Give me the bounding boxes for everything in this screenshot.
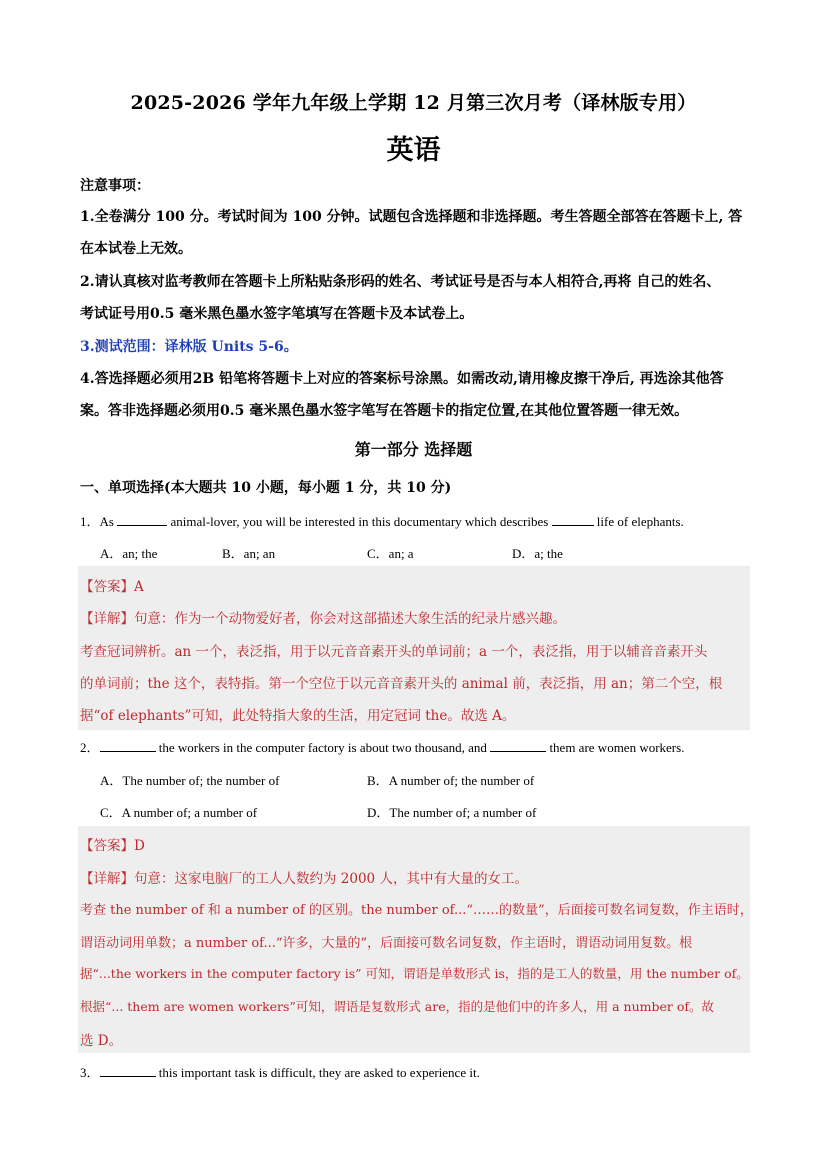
subject-title: 英语 <box>386 135 441 166</box>
detail-line-2: 考查 the number of 和 a number of 的区别。the number of...“……的数量”，后面接可数名词复数，作主语时， <box>80 903 753 918</box>
detail-line-4: 据“of elephants”可知，此处特指大象的生活，用定冠词 the。故选 A。 <box>80 708 516 724</box>
notice-item-1-line-2: 在本试卷上无效。 <box>80 241 192 257</box>
notice-item-1-line-1: 1.全卷满分 100 分。考试时间为 100 分钟。试题包含选择题和非选择题。考生答题全部答在答题卡上, 答 <box>80 209 743 225</box>
option-d: D．The number of; a number of <box>367 805 537 820</box>
option-c: C．an; a <box>367 546 414 561</box>
detail-line-5: 根据“... them are women workers”可知，谓语是复数形式 are，指的是他们中的许多人，用 a number of。故 <box>80 999 714 1014</box>
notice-heading: 注意事项： <box>80 178 150 194</box>
answer-blank <box>490 739 546 752</box>
detail-line-1: 【详解】句意：这家电脑厂的工人人数约为 2000 人，其中有大量的女工。 <box>80 871 528 887</box>
exam-title: 2025-2026 学年九年级上学期 12 月第三次月考（译林版专用） <box>130 92 697 114</box>
section-heading: 一、单项选择(本大题共 10 小题，每小题 1 分，共 10 分) <box>80 480 452 496</box>
question-2-stem: 2． the workers in the computer factory is about two thousand, and them are women workers. <box>80 740 685 755</box>
detail-line-3: 谓语动词用单数；a number of...“许多，大量的”，后面接可数名词复数，作主语时，谓语动词用复数。根 <box>80 936 693 951</box>
notice-item-3: 3.测试范围：译林版 Units 5-6。 <box>80 339 298 355</box>
detail-line-1: 【详解】句意：作为一个动物爱好者，你会对这部描述大象生活的纪录片感兴趣。 <box>80 611 566 627</box>
option-b: B．an; an <box>222 546 276 561</box>
detail-line-2: 考查冠词辨析。an 一个，表泛指，用于以元音音素开头的单词前；a 一个，表泛指，用于以辅音音素开头 <box>80 644 708 660</box>
notice-item-4-line-2: 案。答非选择题必须用0.5 毫米黑色墨水签字笔写在答题卡的指定位置,在其他位置答题一律无效。 <box>80 403 689 419</box>
notice-item-2-line-2: 考试证号用0.5 毫米黑色墨水签字笔填写在答题卡及本试卷上。 <box>80 306 474 322</box>
detail-line-6: 选 D。 <box>80 1033 123 1049</box>
question-number: 2． <box>80 740 100 755</box>
option-b: B．A number of; the number of <box>367 773 535 788</box>
question-3-stem: 3． this important task is difficult, they are asked to experience it. <box>80 1065 480 1080</box>
option-a: A．an; the <box>100 546 158 561</box>
answer-blank <box>552 513 594 526</box>
option-d: D．a; the <box>512 546 563 561</box>
detail-line-4: 据“...the workers in the computer factory is” 可知，谓语是单数形式 is，指的是工人的数量，用 the number of。 <box>80 966 749 981</box>
answer-blank <box>100 1064 156 1077</box>
option-a: A．The number of; the number of <box>100 773 280 788</box>
answer-blank <box>100 739 156 752</box>
question-number: 3． <box>80 1065 100 1080</box>
answer-line: 【答案】A <box>80 579 144 595</box>
answer-blank <box>117 513 167 526</box>
option-c: C．A number of; a number of <box>100 805 258 820</box>
question-1-stem: 1．As animal-lover, you will be interested in this documentary which describes life of elephants. <box>80 514 684 529</box>
question-number: 1． <box>80 514 100 529</box>
detail-line-3: 的单词前；the 这个，表特指。第一个空位于以元音音素开头的 animal 前，表泛指，用 an；第二个空，根 <box>80 676 723 692</box>
part-title: 第一部分 选择题 <box>354 440 473 459</box>
answer-line: 【答案】D <box>80 838 145 854</box>
notice-item-2-line-1: 2.请认真核对监考教师在答题卡上所粘贴条形码的姓名、考试证号是否与本人相符合,再将 自己的姓名、 <box>80 274 721 290</box>
notice-item-4-line-1: 4.答选择题必须用2B 铅笔将答题卡上对应的答案标号涂黑。如需改动,请用橡皮擦干净后, 再选涂其他答 <box>80 371 724 387</box>
